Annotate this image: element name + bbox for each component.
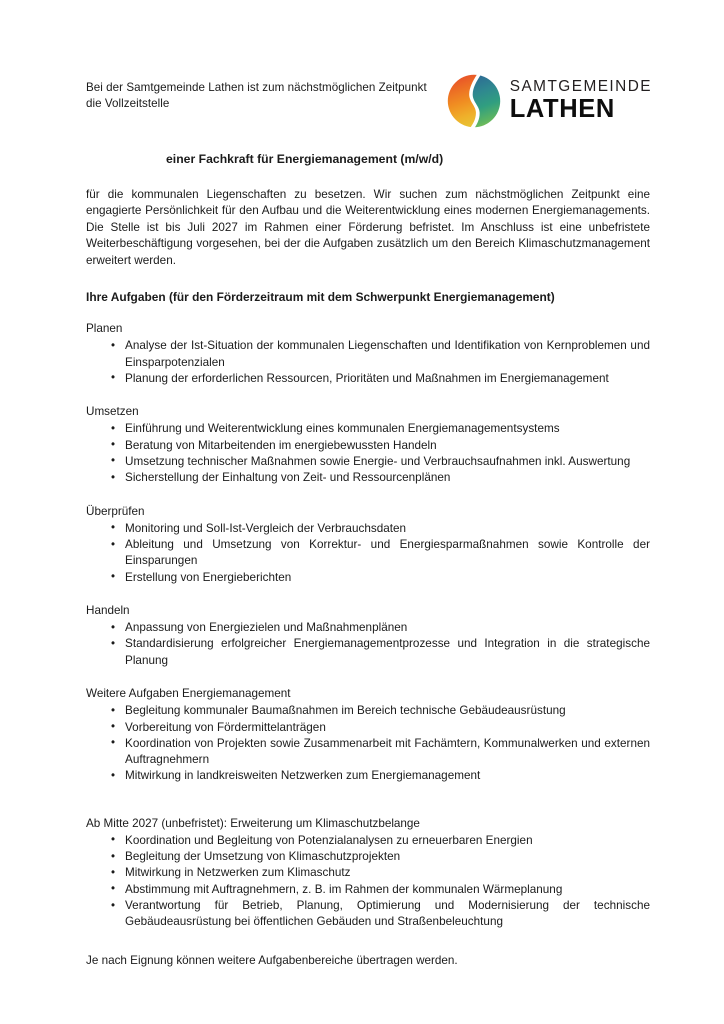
list-item: • Koordination und Begleitung von Potenzialanalysen zu erneuerbaren Energien	[86, 833, 650, 849]
list-item: • Abstimmung mit Auftragnehmern, z. B. im Rahmen der kommunalen Wärmeplanung	[86, 882, 650, 898]
tasks-heading: Ihre Aufgaben (für den Förderzeitraum mit dem Schwerpunkt Energiemanagement)	[86, 290, 555, 305]
group-label: Planen	[86, 322, 123, 336]
group-bullet-list	[86, 703, 650, 784]
list-item: • Monitoring und Soll-Ist-Vergleich der Verbrauchsdaten	[86, 521, 650, 537]
group-bullet-list	[86, 421, 650, 486]
list-item: • Mitwirkung in landkreisweiten Netzwerken zum Energiemanagement	[86, 768, 650, 784]
list-item: • Begleitung der Umsetzung von Klimaschutzprojekten	[86, 849, 650, 865]
intro-paragraph: für die kommunalen Liegenschaften zu besetzen. Wir suchen zum nächstmöglichen Zeitpunkt eine engagierte Persönlichkeit für den Aufbau und die Weiterentwicklung eines modernen Energiemanagements. Die Stelle ist bis Juli 2027 im Rahmen einer Förderung befristet. Im Anschluss ist eine unbefristete Weiterbeschäftigung vorgesehen, bei der die Aufgaben zusätzlich um den Bereich Klimaschutzmanagement erweitert werden.	[86, 188, 650, 267]
list-item: • Anpassung von Energiezielen und Maßnahmenplänen	[86, 620, 650, 636]
group-label: Umsetzen	[86, 405, 139, 419]
list-item: • Erstellung von Energieberichten	[86, 570, 650, 586]
group-bullet-list	[86, 338, 650, 387]
list-item: • Begleitung kommunaler Baumaßnahmen im Bereich technische Gebäudeausrüstung	[86, 703, 650, 719]
list-item: • Ableitung und Umsetzung von Korrektur- und Energiesparmaßnahmen sowie Kontrolle der Einsparungen	[86, 537, 650, 570]
list-item: • Verantwortung für Betrieb, Planung, Optimierung und Modernisierung der technische Gebäudeausrüstung bei öffentlichen Gebäuden und Straßenbeleuchtung	[86, 898, 650, 931]
group-label: Ab Mitte 2027 (unbefristet): Erweiterung um Klimaschutzbelange	[86, 816, 420, 830]
intro-lines	[86, 78, 427, 112]
list-item: • Standardisierung erfolgreicher Energiemanagementprozesse und Integration in die strategische Planung	[86, 636, 650, 669]
logo-wordmark	[510, 79, 652, 123]
document-header	[86, 78, 650, 128]
task-group-planen	[86, 321, 650, 387]
task-group-umsetzen	[86, 404, 650, 486]
list-item: • Mitwirkung in Netzwerken zum Klimaschutz	[86, 865, 650, 881]
group-bullet-list	[86, 521, 650, 586]
list-item: • Umsetzung technischer Maßnahmen sowie Energie- und Verbrauchsaufnahmen inkl. Auswertung	[86, 454, 650, 470]
list-item: • Vorbereitung von Fördermittelanträgen	[86, 720, 650, 736]
intro-line-2: die Vollzeitstelle	[86, 97, 170, 111]
group-bullet-list	[86, 620, 650, 669]
task-group-handeln	[86, 603, 650, 669]
section-spacer	[86, 785, 650, 799]
group-label: Weitere Aufgaben Energiemanagement	[86, 687, 291, 700]
task-group-weitere-aufgaben	[86, 686, 650, 785]
task-group-ueberpruefen	[86, 504, 650, 586]
list-item: • Planung der erforderlichen Ressourcen, Prioritäten und Maßnahmen im Energiemanagement	[86, 371, 650, 387]
group-label: Überprüfen	[86, 504, 145, 518]
task-group-ab-mitte-2027	[86, 816, 650, 931]
closing-paragraph: Je nach Eignung können weitere Aufgabenbereiche übertragen werden.	[86, 953, 458, 967]
group-label: Handeln	[86, 603, 130, 617]
list-item: • Beratung von Mitarbeitenden im energiebewussten Handeln	[86, 438, 650, 454]
organization-logo	[447, 74, 652, 128]
samtgemeinde-lathen-flame-logo-icon	[447, 74, 501, 128]
list-item: • Analyse der Ist-Situation der kommunalen Liegenschaften und Identifikation von Kernproblemen und Einsparpotenzialen	[86, 338, 650, 371]
job-title: einer Fachkraft für Energiemanagement (m/w/d)	[166, 152, 444, 166]
list-item: • Sicherstellung der Einhaltung von Zeit- und Ressourcenplänen	[86, 470, 650, 486]
logo-word-samtgemeinde: SAMTGEMEINDE	[509, 78, 652, 96]
intro-line-1: Bei der Samtgemeinde Lathen ist zum nächstmöglichen Zeitpunkt	[86, 81, 427, 94]
logo-word-lathen: LATHEN	[509, 95, 615, 124]
list-item: • Einführung und Weiterentwicklung eines kommunalen Energiemanagementsystems	[86, 421, 650, 437]
group-bullet-list	[86, 833, 650, 931]
list-item: • Koordination von Projekten sowie Zusammenarbeit mit Fachämtern, Kommunalwerken und externen Auftragnehmern	[86, 736, 650, 769]
